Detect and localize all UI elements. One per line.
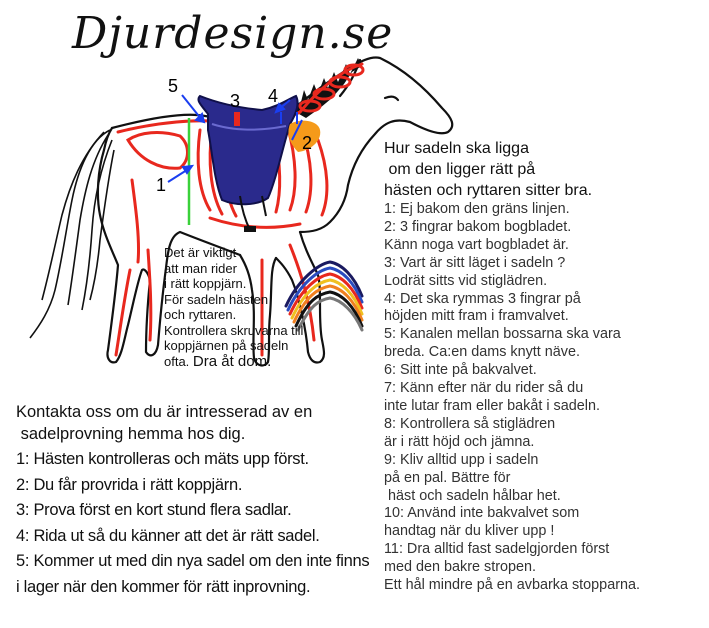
list-line: Ett hål mindre på en avbarka stopparna. <box>384 577 640 594</box>
marker-2-label: 2 <box>302 133 313 153</box>
note-line-last <box>164 354 354 370</box>
list-line: Lodrät sitts vid stiglädren. <box>384 272 548 289</box>
contact-intro: sadelprovning hemma hos dig. <box>16 425 246 443</box>
list-line: 9: Kliv alltid upp i sadeln <box>384 451 539 468</box>
list-line: 5: Kanalen mellan bossarna ska vara <box>384 326 621 343</box>
note-line: Kontrollera skruvarna till <box>164 322 304 338</box>
contact-item: 4: Rida ut så du känner att det är rätt sadel. <box>16 526 320 545</box>
marker-3-label: 3 <box>230 91 241 111</box>
list-line: Känn noga vart bogbladet är. <box>384 236 569 253</box>
contact-item: 2: Du får provrida i rätt koppjärn. <box>16 475 243 494</box>
list-line: inte lutar fram eller bakåt i sadeln. <box>384 397 600 414</box>
list-line: höjden mitt fram i framvalvet. <box>384 308 569 325</box>
heading-line: Hur sadeln ska ligga <box>384 140 529 157</box>
note-line: och ryttaren. <box>164 307 237 322</box>
note-line: För sadeln hästen <box>164 291 269 307</box>
saddle <box>198 96 297 232</box>
list-line: med den bakre stropen. <box>384 559 536 576</box>
note-line: Det är viktigt <box>164 245 237 260</box>
list-line: breda. Ca:en dams knytt näve. <box>384 344 580 361</box>
contact-intro: Kontakta oss om du är intresserad av en <box>16 403 313 421</box>
saddle-fit-list <box>384 201 640 595</box>
heading-line: hästen och ryttaren sitter bra. <box>384 182 593 199</box>
list-line: 11: Dra alltid fast sadelgjorden först <box>384 541 610 558</box>
list-line: häst och sadeln hålbar het. <box>384 487 561 504</box>
list-line: är i rätt höjd och jämna. <box>384 433 535 450</box>
marker-1-label: 1 <box>156 175 167 195</box>
contact-item: 3: Prova först en kort stund flera sadlar. <box>16 501 292 519</box>
marker-4-label: 4 <box>268 86 279 106</box>
logo: Djurdesign.se <box>72 8 394 59</box>
koppjarn-note <box>164 245 354 369</box>
contact-block <box>16 401 369 600</box>
list-line: 7: Känn efter när du rider så du <box>384 380 584 397</box>
list-line: handtag när du kliver upp ! <box>384 523 555 540</box>
heading-line: om den ligger rätt på <box>384 161 536 178</box>
list-line: 3: Vart är sitt läget i sadeln ? <box>384 254 566 271</box>
note-line: att man rider <box>164 260 237 276</box>
saddle-fit-heading <box>384 138 592 201</box>
seat-marker <box>234 112 240 126</box>
note-text: ofta. <box>164 353 190 369</box>
marker-5-label: 5 <box>168 76 179 96</box>
list-line: 10: Använd inte bakvalvet som <box>384 505 580 522</box>
list-line: 8: Kontrollera så stiglädren <box>384 415 556 432</box>
contact-item: 5: Kommer ut med din nya sadel om den inte finns <box>16 552 370 570</box>
list-line: 2: 3 fingrar bakom bogbladet. <box>384 218 572 235</box>
note-line: koppjärnen på sadeln <box>164 338 289 353</box>
contact-item: i lager när den kommer för rätt inprovning. <box>16 577 311 596</box>
list-line: 6: Sitt inte på bakvalvet. <box>384 362 537 379</box>
list-line: 4: Det ska rymmas 3 fingrar på <box>384 290 581 307</box>
note-line: i rätt koppjärn. <box>164 276 247 291</box>
note-drag-text: Dra åt dom. <box>192 352 272 370</box>
contact-item: 1: Hästen kontrolleras och mäts upp först. <box>16 450 309 468</box>
list-line: 1: Ej bakom den gräns linjen. <box>384 201 570 217</box>
list-line: på en pal. Bättre för <box>384 469 511 486</box>
